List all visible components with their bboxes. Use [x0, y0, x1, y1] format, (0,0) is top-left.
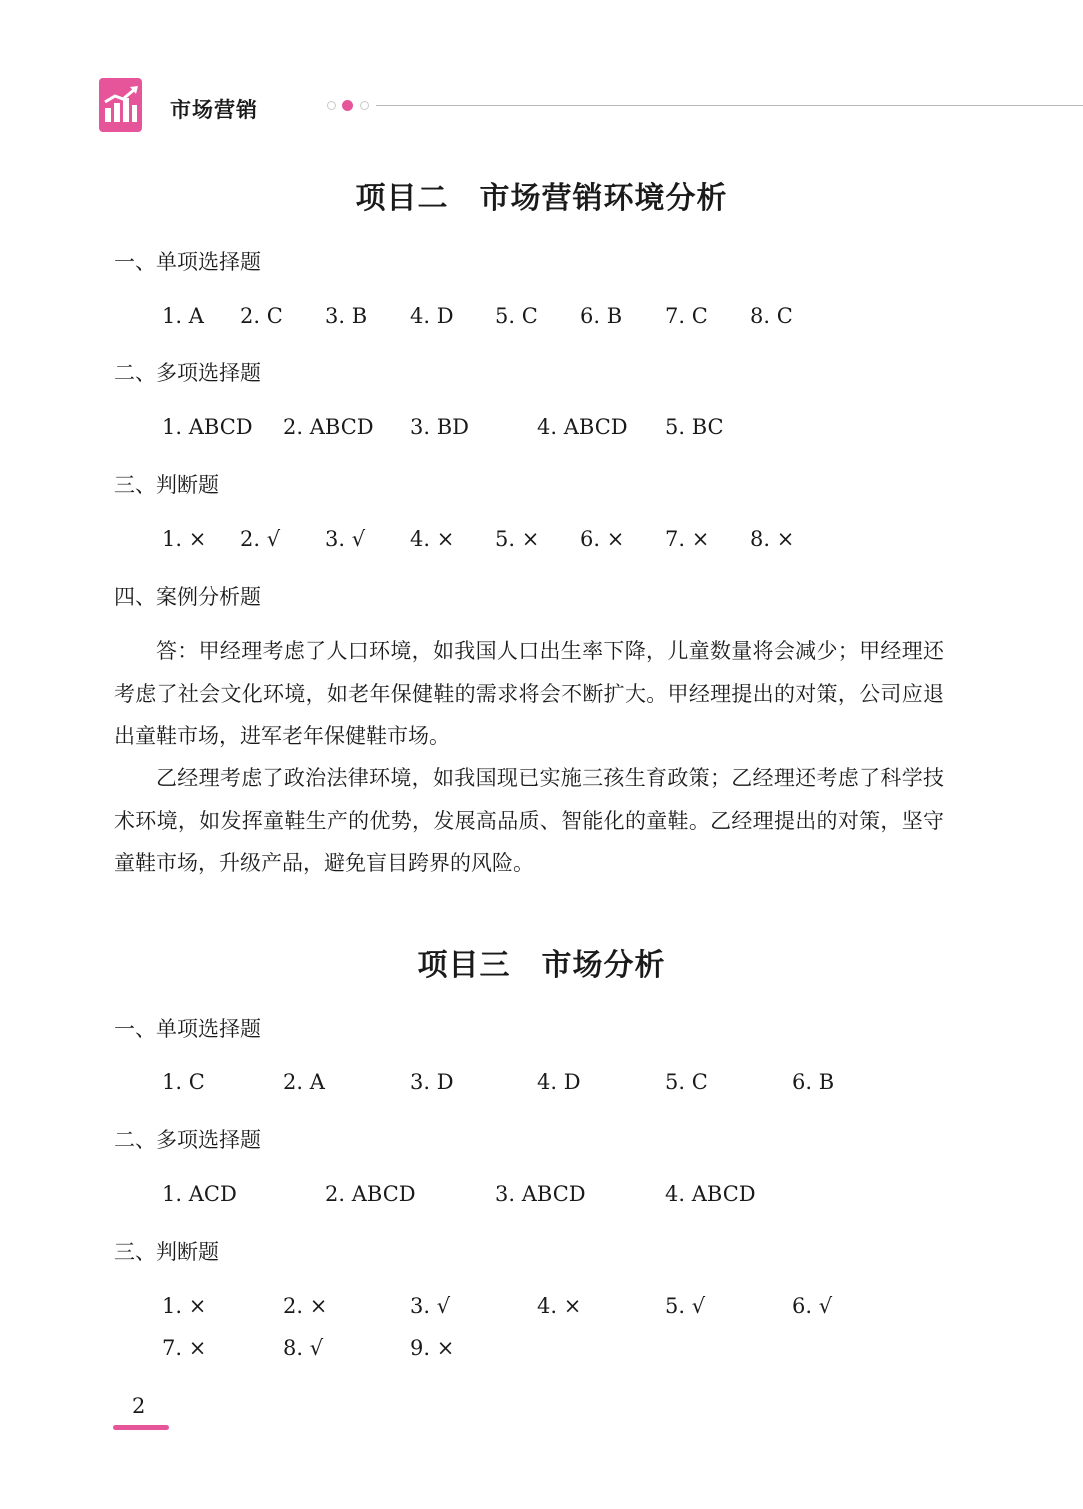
answer-item: 6. × [580, 527, 625, 551]
heading-case-analysis: 四、案例分析题 [114, 585, 261, 609]
answer-item: 4. ABCD [665, 1182, 756, 1206]
answer-item: 4. × [410, 527, 455, 551]
answer-item: 3. B [325, 304, 368, 328]
section-title-project3: 项目三 市场分析 [417, 948, 666, 983]
header-divider [376, 105, 1083, 106]
answer-item: 3. BD [410, 415, 469, 439]
answer-item: 3. √ [410, 1294, 451, 1318]
decor-dot-accent [342, 100, 353, 111]
page-number: 2 [132, 1394, 146, 1418]
answer-item: 5. C [495, 304, 538, 328]
answer-item: 8. √ [283, 1336, 324, 1360]
answer-item: 4. ABCD [537, 415, 628, 439]
heading-single-choice: 一、单项选择题 [114, 250, 261, 274]
heading-multi-choice: 二、多项选择题 [114, 361, 261, 385]
page-number-underline [113, 1425, 169, 1430]
heading-multi-choice: 二、多项选择题 [114, 1128, 261, 1152]
answer-item: 1. A [162, 304, 204, 328]
answer-item: 4. D [537, 1070, 581, 1094]
answer-item: 2. √ [240, 527, 281, 551]
answer-item: 3. D [410, 1070, 454, 1094]
answer-item: 4. × [537, 1294, 582, 1318]
answer-item: 8. C [750, 304, 793, 328]
answer-item: 2. C [240, 304, 283, 328]
case-answer-paragraph: 乙经理考虑了政治法律环境，如我国现已实施三孩生育政策；乙经理还考虑了科学技术环境，如发挥童鞋生产的优势，发展高品质、智能化的童鞋。乙经理提出的对策，坚守童鞋市场，升级产品，避免盲目跨界的风险。 [114, 766, 944, 875]
heading-single-choice: 一、单项选择题 [114, 1017, 261, 1041]
answer-item: 6. √ [792, 1294, 833, 1318]
answer-item: 7. C [665, 304, 708, 328]
answer-item: 3. √ [325, 527, 366, 551]
answer-item: 1. ABCD [162, 415, 253, 439]
answer-item: 1. × [162, 1294, 207, 1318]
answer-item: 6. B [792, 1070, 835, 1094]
answer-item: 6. B [580, 304, 623, 328]
decor-dot [327, 101, 336, 110]
chart-growth-icon [99, 78, 142, 132]
book-title: 市场营销 [170, 98, 258, 122]
answer-item: 5. BC [665, 415, 724, 439]
answer-item: 5. √ [665, 1294, 706, 1318]
answer-item: 1. × [162, 527, 207, 551]
logo-badge [99, 78, 142, 132]
answer-item: 2. ABCD [325, 1182, 416, 1206]
answer-item: 5. C [665, 1070, 708, 1094]
section-title-project2: 项目二 市场营销环境分析 [355, 181, 728, 216]
answer-item: 2. ABCD [283, 415, 374, 439]
answer-item: 1. ACD [162, 1182, 237, 1206]
heading-true-false: 三、判断题 [114, 1240, 219, 1264]
answer-item: 7. × [665, 527, 710, 551]
answer-item: 2. × [283, 1294, 328, 1318]
answer-item: 7. × [162, 1336, 207, 1360]
answer-item: 5. × [495, 527, 540, 551]
decor-dot [360, 101, 369, 110]
heading-true-false: 三、判断题 [114, 473, 219, 497]
answer-item: 3. ABCD [495, 1182, 586, 1206]
answer-item: 4. D [410, 304, 454, 328]
answer-item: 8. × [750, 527, 795, 551]
answer-item: 1. C [162, 1070, 205, 1094]
case-answer-paragraph: 答：甲经理考虑了人口环境，如我国人口出生率下降，儿童数量将会减少；甲经理还考虑了社会文化环境，如老年保健鞋的需求将会不断扩大。甲经理提出的对策，公司应退出童鞋市场，进军老年保健鞋市场。 [114, 639, 944, 748]
answer-item: 9. × [410, 1336, 455, 1360]
answer-item: 2. A [283, 1070, 325, 1094]
